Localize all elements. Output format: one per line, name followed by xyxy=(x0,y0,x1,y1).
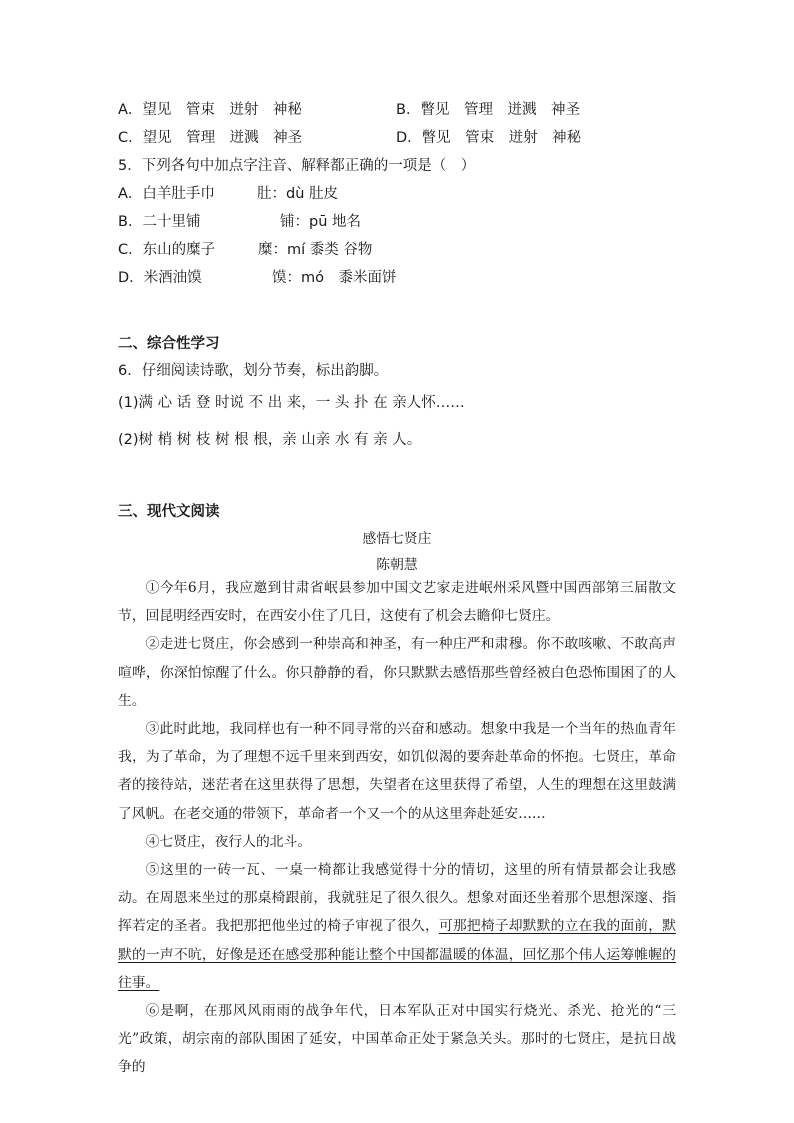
paragraph-1: ①今年6月，我应邀到甘肃省岷县参加中国文艺家走进岷州采风暨中国西部第三届散文节，回昆明经西安时，在西安小住了几日，这使有了机会去瞻仰七贤庄。 xyxy=(118,580,676,625)
poem-line-2: (2)树 梢 树 枝 树 根 根，亲 山亲 水 有 亲 人。 xyxy=(118,432,422,448)
paragraph-5 xyxy=(118,856,676,997)
q5-option-a: A．白羊肚手巾 xyxy=(118,186,215,202)
paragraph-6: ⑥是啊，在那风风雨雨的战争年代，日本军队正对中国实行烧光、杀光、抢光的“三光”政策，胡宗南的部队围困了延安，中国革命正处于紧急关头。那时的七贤庄，是抗日战争的 xyxy=(118,1003,676,1076)
section2-heading: 二、综合性学习 xyxy=(118,336,220,352)
article-title: 感悟七贤庄 xyxy=(362,531,432,547)
q6-stem: 6．仔细阅读诗歌，划分节奏，标出韵脚。 xyxy=(118,363,389,379)
paragraph-5-underlined-sentence: 可那把椅子却默默的立在我的面前，默默的一声不吭，好像是还在感受那种能让整个中国都温暖的体温，回忆那个伟人运筹帷幄的往事。 xyxy=(118,918,677,991)
q5-stem: 5．下列各句中加点字注音、解释都正确的一项是（ ） xyxy=(118,158,476,174)
q5-option-c: C．东山的糜子 xyxy=(118,242,216,258)
poem-line-1: (1)满 心 话 登 时说 不 出 来，一 头 扑 在 亲人怀…… xyxy=(118,395,465,411)
q4-option-a: A．望见 管束 迸射 神秘 xyxy=(118,102,302,118)
paragraph-3: ③此时此地，我同样也有一种不同寻常的兴奋和感动。想象中我是一个当年的热血青年我，为了革命，为了理想不远千里来到西安，如饥似渴的要奔赴革命的怀抱。七贤庄，革命者的接待站，迷茫者在这里获得了思想，失望者在这里获得了希望，人生的理想在这里鼓满了风帆。在老交通的带领下，革命者一个又一个的从这里奔赴延安…… xyxy=(118,721,676,822)
q5-option-a-note: 肚：dù 肚皮 xyxy=(257,186,339,202)
paragraph-4: ④七贤庄，夜行人的北斗。 xyxy=(145,833,312,850)
q5-option-d-note: 馍：mó 黍米面饼 xyxy=(272,270,397,286)
q4-option-c: C．望见 管理 迸溅 神圣 xyxy=(118,130,303,146)
article-body xyxy=(118,574,676,1082)
q5-option-b: B．二十里铺 xyxy=(118,214,201,230)
q4-option-d: D．瞥见 管束 迸射 神秘 xyxy=(396,130,582,146)
q5-option-d: D．米酒油馍 xyxy=(118,270,202,286)
q5-option-c-note: 糜：mí 黍类 谷物 xyxy=(258,242,373,258)
q4-option-b: B．瞥见 管理 迸溅 神圣 xyxy=(396,102,580,118)
article-author: 陈朝慧 xyxy=(376,557,418,573)
paragraph-2: ②走进七贤庄，你会感到一种崇高和神圣，有一种庄严和肃穆。你不敢咳嗽、不敢高声喧哗，你深怕惊醒了什么。你只静静的看，你只默默去感悟那些曾经被白色恐怖围困了的人生。 xyxy=(118,636,676,709)
paragraph-5-text: ⑤这里的一砖一瓦、一桌一椅都让我感觉得十分的情切，这里的所有情景都会让我感动。在周恩来坐过的那桌椅跟前，我就驻足了很久很久。想象对面还坐着那个思想深邃、指挥若定的圣者。我把那把他坐过的椅子审视了很久， xyxy=(118,862,676,935)
q5-option-b-note: 铺：pū 地名 xyxy=(280,214,362,230)
section3-heading: 三、现代文阅读 xyxy=(118,504,220,520)
